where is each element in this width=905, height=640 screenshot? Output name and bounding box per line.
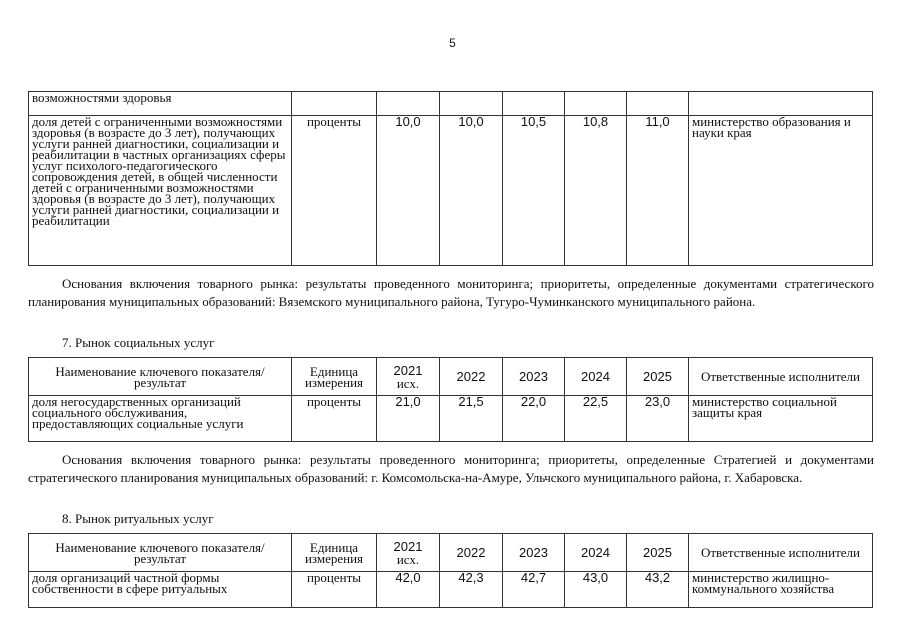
indicator-unit: проценты bbox=[292, 572, 377, 608]
header-year-2024: 2024 bbox=[565, 358, 627, 396]
header-year-2023: 2023 bbox=[503, 358, 565, 396]
table-header-row bbox=[29, 358, 873, 396]
indicator-unit: проценты bbox=[292, 396, 377, 442]
section-heading-social-services: 7. Рынок социальных услуг bbox=[62, 335, 215, 350]
table-row bbox=[29, 116, 873, 266]
top-indicators-table bbox=[28, 91, 873, 266]
page-number: 5 bbox=[449, 36, 456, 50]
indicator-name-continuation: возможностями здоровья bbox=[29, 92, 292, 116]
paragraph-inclusion-basis-1: Основания включения товарного рынка: результаты проведенного мониторинга; приоритеты, определенные документами стратегического планирования муниципальных образований: Вяземского муниципального района, Тугуро-Чуминканского муниципального района. bbox=[28, 276, 874, 309]
header-indicator-name: Наименование ключевого показателя/результат bbox=[29, 358, 292, 396]
header-year-2024: 2024 bbox=[565, 534, 627, 572]
header-indicator-name: Наименование ключевого показателя/результат bbox=[29, 534, 292, 572]
table-row bbox=[29, 572, 873, 608]
responsible-executor: министерство социальной защиты края bbox=[689, 396, 873, 442]
header-responsible: Ответственные исполнители bbox=[689, 358, 873, 396]
responsible-executor: министерство жилищно-коммунального хозяйства bbox=[689, 572, 873, 608]
header-year-2023: 2023 bbox=[503, 534, 565, 572]
indicator-unit: проценты bbox=[292, 116, 377, 266]
table-header-row bbox=[29, 534, 873, 572]
value-2024: 43,0 bbox=[565, 572, 627, 608]
value-2025: 11,0 bbox=[627, 116, 689, 266]
header-year-2021-note: исх. bbox=[396, 375, 420, 391]
value-2023: 22,0 bbox=[503, 396, 565, 442]
header-year-2025: 2025 bbox=[627, 358, 689, 396]
value-2022: 10,0 bbox=[440, 116, 503, 266]
value-2025: 23,0 bbox=[627, 396, 689, 442]
header-year-2022: 2022 bbox=[440, 358, 503, 396]
section-heading-ritual-services: 8. Рынок ритуальных услуг bbox=[62, 511, 214, 526]
paragraph-inclusion-basis-2: Основания включения товарного рынка: результаты проведенного мониторинга; приоритеты, определенные Стратегией и документами стратегического планирования муниципальных образований: г. Комсомольска-на-Амуре, Ульчского муниципального района, г. Хабаровска. bbox=[28, 452, 874, 485]
value-2021: 21,0 bbox=[377, 396, 440, 442]
header-unit: Единица измерения bbox=[292, 358, 377, 396]
table-row bbox=[29, 396, 873, 442]
header-unit: Единица измерения bbox=[292, 534, 377, 572]
value-2024: 22,5 bbox=[565, 396, 627, 442]
indicator-name: доля организаций частной формы собственности в сфере ритуальных bbox=[29, 572, 292, 608]
value-2023: 42,7 bbox=[503, 572, 565, 608]
header-year-2021 bbox=[377, 534, 440, 572]
header-responsible: Ответственные исполнители bbox=[689, 534, 873, 572]
indicator-name: доля негосударственных организаций социального обслуживания, предоставляющих социальные услуги bbox=[29, 396, 292, 442]
value-2021: 42,0 bbox=[377, 572, 440, 608]
header-year-2022: 2022 bbox=[440, 534, 503, 572]
value-2023: 10,5 bbox=[503, 116, 565, 266]
value-2022: 42,3 bbox=[440, 572, 503, 608]
indicator-name: доля детей с ограниченными возможностями здоровья (в возрасте до 3 лет), получающих услуги ранней диагностики, социализации и реабилитации в частных организациях сферы услуг психолого-педагогического сопровождения детей, в общей численности детей с ограниченными возможностями здоровья (в возрасте до 3 лет), получающих услуги ранней диагностики, социализации и реабилитации bbox=[29, 116, 292, 266]
header-year-2021 bbox=[377, 358, 440, 396]
value-2022: 21,5 bbox=[440, 396, 503, 442]
header-year-2025: 2025 bbox=[627, 534, 689, 572]
table-row bbox=[29, 92, 873, 116]
header-year-2021-note: исх. bbox=[396, 551, 420, 567]
ritual-services-table bbox=[28, 533, 873, 608]
value-2021: 10,0 bbox=[377, 116, 440, 266]
header-year-2021-label: 2021 bbox=[393, 538, 423, 554]
value-2025: 43,2 bbox=[627, 572, 689, 608]
social-services-table bbox=[28, 357, 873, 442]
value-2024: 10,8 bbox=[565, 116, 627, 266]
header-year-2021-label: 2021 bbox=[393, 362, 423, 378]
responsible-executor: министерство образования и науки края bbox=[689, 116, 873, 266]
